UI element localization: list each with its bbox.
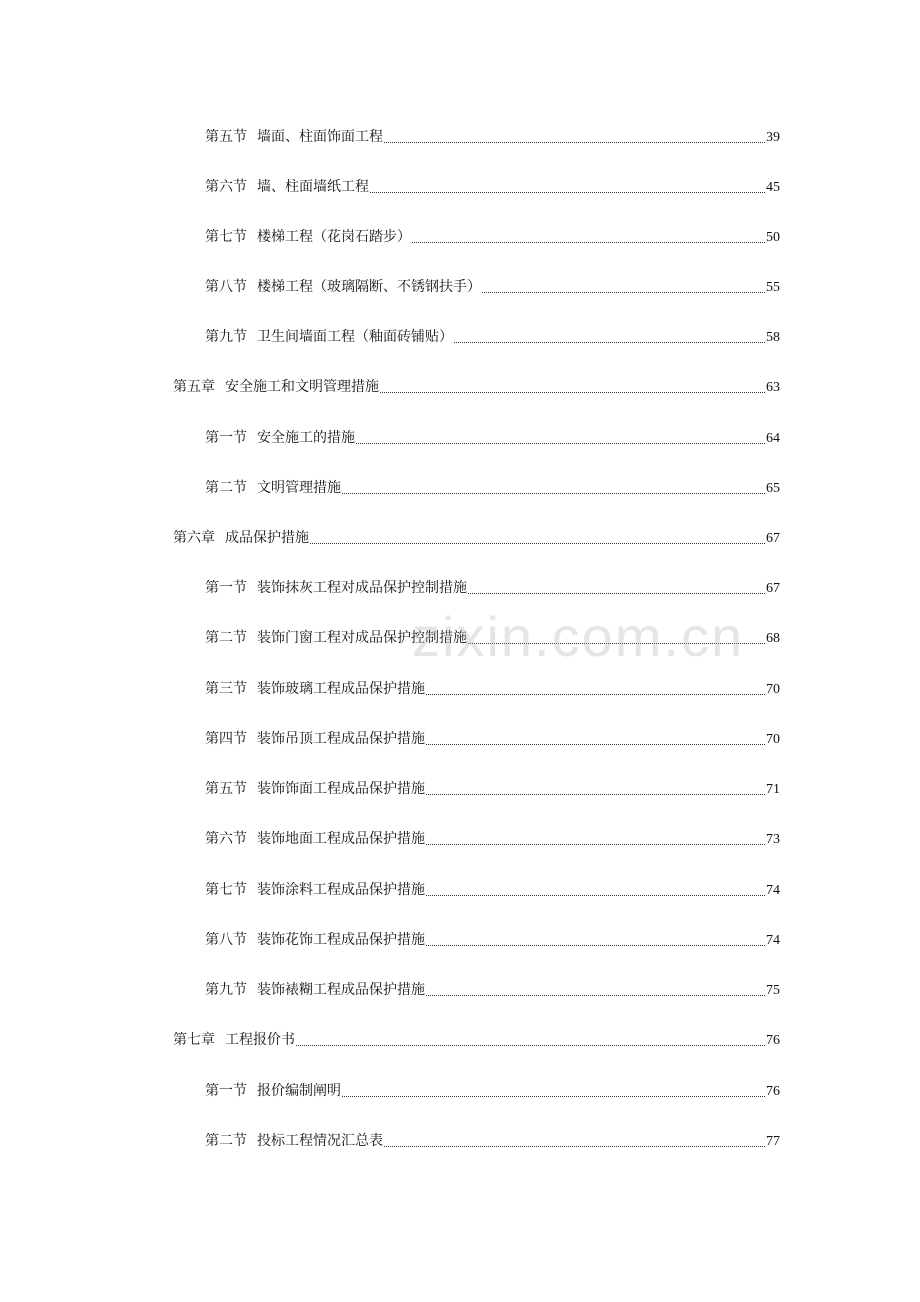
toc-entry-number: 第六章 xyxy=(173,530,215,546)
toc-entry-page: 74 xyxy=(766,883,780,898)
toc-entry-page: 67 xyxy=(766,581,780,596)
toc-entry-page: 55 xyxy=(766,280,780,295)
toc-entry[interactable] xyxy=(205,126,780,148)
toc-entry-number: 第六节 xyxy=(205,179,247,195)
toc-entry-title: 成品保护措施 xyxy=(225,530,309,546)
dot-leader xyxy=(310,529,765,544)
toc-entry-number: 第三节 xyxy=(205,681,247,697)
toc-entry-title: 楼梯工程（花岗石踏步） xyxy=(257,229,411,245)
toc-entry[interactable] xyxy=(205,828,780,850)
toc-entry[interactable] xyxy=(205,1130,780,1152)
toc-entry-page: 77 xyxy=(766,1134,780,1149)
dot-leader xyxy=(468,629,765,644)
toc-entry-title: 文明管理措施 xyxy=(257,480,341,496)
dot-leader xyxy=(426,780,765,795)
toc-entry-title: 安全施工的措施 xyxy=(257,430,355,446)
toc-entry-title: 装饰玻璃工程成品保护措施 xyxy=(257,681,425,697)
toc-entry-number: 第六节 xyxy=(205,831,247,847)
toc-entry-number: 第八节 xyxy=(205,932,247,948)
toc-entry-title: 卫生间墙面工程（釉面砖铺贴） xyxy=(257,329,453,345)
toc-entry-number: 第九节 xyxy=(205,329,247,345)
toc-entry-page: 70 xyxy=(766,732,780,747)
toc-entry-page: 71 xyxy=(766,782,780,797)
dot-leader xyxy=(426,881,765,896)
toc-entry-number: 第八节 xyxy=(205,279,247,295)
toc-entry[interactable] xyxy=(205,477,780,499)
toc-entry[interactable] xyxy=(205,728,780,750)
toc-entry-number: 第二节 xyxy=(205,480,247,496)
toc-entry-page: 58 xyxy=(766,330,780,345)
toc-chapter-entry[interactable] xyxy=(173,376,780,398)
toc-entry-title: 安全施工和文明管理措施 xyxy=(225,379,379,395)
dot-leader xyxy=(356,429,765,444)
toc-entry-title: 楼梯工程（玻璃隔断、不锈钢扶手） xyxy=(257,279,481,295)
toc-entry[interactable] xyxy=(205,176,780,198)
toc-entry[interactable] xyxy=(205,879,780,901)
dot-leader xyxy=(468,579,765,594)
toc-entry-title: 装饰饰面工程成品保护措施 xyxy=(257,781,425,797)
toc-entry-page: 50 xyxy=(766,230,780,245)
toc-entry-number: 第一节 xyxy=(205,1083,247,1099)
toc-entry-title: 投标工程情况汇总表 xyxy=(257,1133,383,1149)
toc-entry-title: 工程报价书 xyxy=(225,1032,295,1048)
toc-entry[interactable] xyxy=(205,778,780,800)
dot-leader xyxy=(384,128,765,143)
dot-leader xyxy=(342,479,765,494)
toc-entry-number: 第一节 xyxy=(205,430,247,446)
toc-chapter-entry[interactable] xyxy=(173,1029,780,1051)
toc-entry-number: 第七章 xyxy=(173,1032,215,1048)
toc-entry-page: 76 xyxy=(766,1033,780,1048)
toc-entry-title: 墙、柱面墙纸工程 xyxy=(257,179,369,195)
toc-entry-number: 第二节 xyxy=(205,630,247,646)
toc-entry-title: 装饰门窗工程对成品保护控制措施 xyxy=(257,630,467,646)
toc-entry[interactable] xyxy=(205,929,780,951)
dot-leader xyxy=(412,228,765,243)
toc-entry-number: 第五章 xyxy=(173,379,215,395)
toc-entry[interactable] xyxy=(205,627,780,649)
toc-entry[interactable] xyxy=(205,979,780,1001)
toc-entry[interactable] xyxy=(205,326,780,348)
toc-entry-page: 74 xyxy=(766,933,780,948)
toc-entry[interactable] xyxy=(205,276,780,298)
dot-leader xyxy=(426,981,765,996)
dot-leader xyxy=(384,1132,765,1147)
toc-entry-title: 装饰花饰工程成品保护措施 xyxy=(257,932,425,948)
toc-entry-number: 第五节 xyxy=(205,781,247,797)
toc-entry-number: 第五节 xyxy=(205,129,247,145)
toc-entry-number: 第七节 xyxy=(205,882,247,898)
toc-entry-title: 报价编制阐明 xyxy=(257,1083,341,1099)
toc-entry-page: 75 xyxy=(766,983,780,998)
toc-entry-title: 装饰涂料工程成品保护措施 xyxy=(257,882,425,898)
dot-leader xyxy=(342,1082,765,1097)
dot-leader xyxy=(426,730,765,745)
dot-leader xyxy=(454,328,765,343)
toc-entry-page: 67 xyxy=(766,531,780,546)
dot-leader xyxy=(380,378,765,393)
toc-entry-number: 第四节 xyxy=(205,731,247,747)
dot-leader xyxy=(370,178,765,193)
toc-entry-page: 45 xyxy=(766,180,780,195)
toc-entry[interactable] xyxy=(205,678,780,700)
toc-entry-page: 76 xyxy=(766,1084,780,1099)
toc-entry-title: 墙面、柱面饰面工程 xyxy=(257,129,383,145)
toc-entry[interactable] xyxy=(205,1080,780,1102)
toc-entry-number: 第九节 xyxy=(205,982,247,998)
toc-entry-page: 73 xyxy=(766,832,780,847)
toc-entry[interactable] xyxy=(205,226,780,248)
toc-entry[interactable] xyxy=(205,577,780,599)
toc-entry-title: 装饰吊顶工程成品保护措施 xyxy=(257,731,425,747)
toc-entry-page: 65 xyxy=(766,481,780,496)
toc-entry-page: 64 xyxy=(766,431,780,446)
toc-entry-page: 39 xyxy=(766,130,780,145)
dot-leader xyxy=(482,278,765,293)
dot-leader xyxy=(426,830,765,845)
toc-entry-page: 68 xyxy=(766,631,780,646)
toc-entry-title: 装饰裱糊工程成品保护措施 xyxy=(257,982,425,998)
toc-entry-title: 装饰抹灰工程对成品保护控制措施 xyxy=(257,580,467,596)
toc-entry-number: 第二节 xyxy=(205,1133,247,1149)
dot-leader xyxy=(426,931,765,946)
toc-entry-title: 装饰地面工程成品保护措施 xyxy=(257,831,425,847)
toc-entry-number: 第一节 xyxy=(205,580,247,596)
toc-entry-number: 第七节 xyxy=(205,229,247,245)
toc-entry-page: 63 xyxy=(766,380,780,395)
dot-leader xyxy=(426,680,765,695)
toc-entry[interactable] xyxy=(205,427,780,449)
toc-entry-page: 70 xyxy=(766,682,780,697)
watermark: zixin.com.cn xyxy=(412,605,745,668)
toc-chapter-entry[interactable] xyxy=(173,527,780,549)
dot-leader xyxy=(296,1031,765,1046)
